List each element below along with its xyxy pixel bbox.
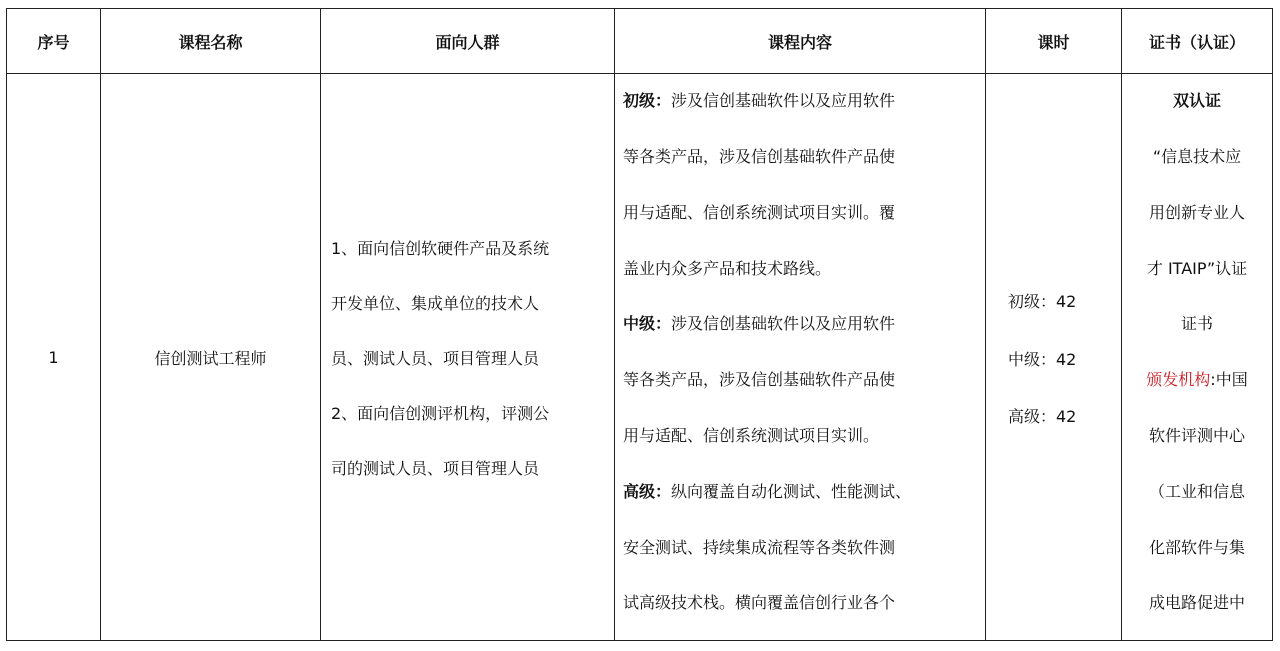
row-course-name [101,74,320,640]
content-middle-line [623,314,895,334]
course-table [6,8,1273,641]
content-senior-line [623,482,911,502]
content-primary-line [623,91,895,111]
certificate-issuer-line [1122,370,1272,390]
audience-line: 2、面向信创测评机构，评测公 [331,404,550,423]
certificate-line: “信息技术应 [1152,147,1242,166]
audience-line: 开发单位、集成单位的技术人 [331,294,540,313]
row-certificate [1122,74,1272,640]
content-line: 用与适配、信创系统测试项目实训。 [623,426,880,445]
content-line: 盖业内众多产品和技术路线。 [623,259,832,278]
certificate-line: 证书 [1180,314,1213,333]
certificate-line: 成电路促进中 [1148,593,1245,612]
audience-line: 员、测试人员、项目管理人员 [331,349,540,368]
certificate-line: 用创新专业人 [1148,203,1245,222]
content-line: 等各类产品，涉及信创基础软件产品使 [623,370,896,389]
hours-middle: 中级：42 [1008,350,1077,369]
issuer-label: 颁发机构 [1146,370,1211,389]
row-audience [321,74,614,640]
row-content [615,74,985,640]
audience-line: 司的测试人员、项目管理人员 [331,459,540,478]
row-index [7,74,100,640]
content-line: 试高级技术栈。横向覆盖信创行业各个 [623,593,896,612]
primary-text: 涉及信创基础软件以及应用软件 [671,91,896,110]
header-course-name: 课程名称 [178,32,243,52]
content-line: 等各类产品，涉及信创基础软件产品使 [623,147,896,166]
certificate-title: 双认证 [1172,91,1221,110]
content-line: 用与适配、信创系统测试项目实训。覆 [623,203,896,222]
senior-level-label: 高级： [623,482,672,501]
audience-line: 1、面向信创软硬件产品及系统 [331,239,550,258]
row-hours [986,74,1121,640]
certificate-line: 化部软件与集 [1148,538,1245,557]
hours-primary: 初级：42 [1008,292,1077,311]
hours-senior: 高级：42 [1008,407,1077,426]
issuer-rest: :中国 [1210,370,1248,389]
certificate-line: 软件评测中心 [1148,426,1245,445]
primary-level-label: 初级： [623,91,672,110]
middle-text: 涉及信创基础软件以及应用软件 [671,314,896,333]
content-line: 安全测试、持续集成流程等各类软件测 [623,538,896,557]
row-index-value: 1 [48,347,59,367]
course-name-value: 信创测试工程师 [154,348,267,368]
header-content: 课程内容 [767,32,832,52]
certificate-line: 才 ITAIP”认证 [1146,259,1248,278]
certificate-line: （工业和信息 [1148,482,1245,501]
header-index: 序号 [37,32,70,52]
header-hours: 课时 [1037,32,1070,52]
senior-text: 纵向覆盖自动化测试、性能测试、 [671,482,912,501]
middle-level-label: 中级： [623,314,672,333]
header-audience: 面向人群 [435,32,500,52]
header-certificate: 证书（认证） [1148,32,1245,52]
